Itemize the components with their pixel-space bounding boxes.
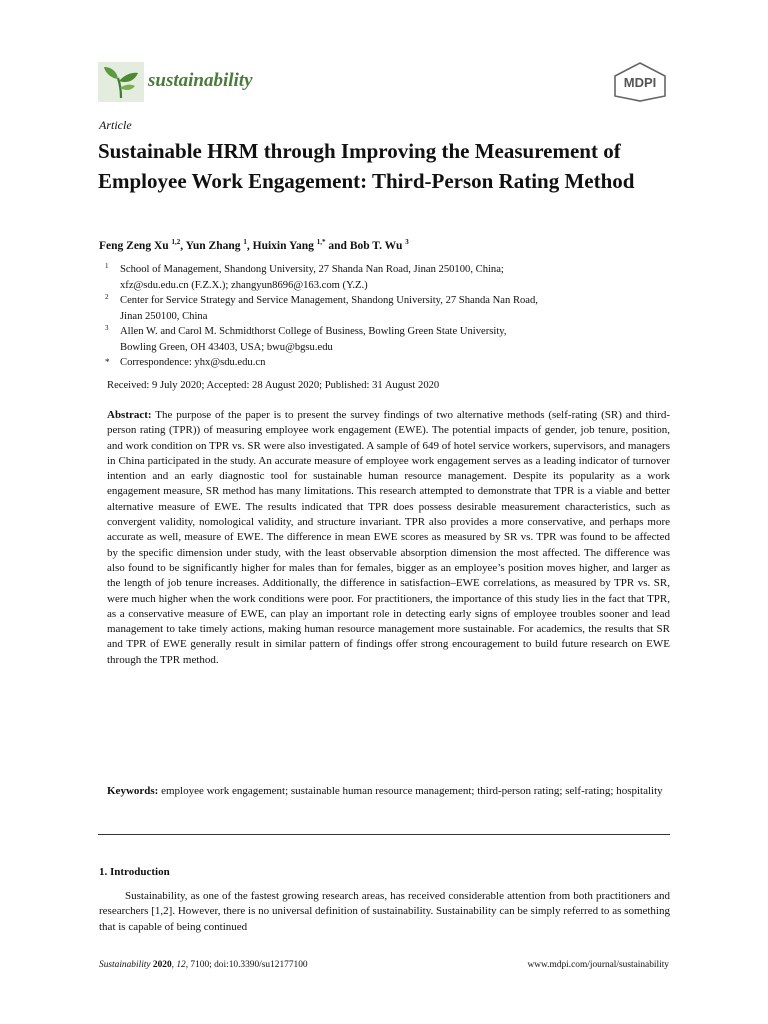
correspondence-item <box>99 355 669 371</box>
affiliation-number: 2 <box>105 293 109 301</box>
journal-name: sustainability <box>148 70 253 91</box>
affiliation-list <box>99 262 669 371</box>
affiliation-text: Bowling Green, OH 43403, USA; bwu@bgsu.edu <box>120 341 333 353</box>
abstract-text: The purpose of the paper is to present the survey findings of two alternative methods (self-rating (SR) and third-person rating (TPR)) of measuring employee work engagement (EWE). The potential impacts of gender, job tenure, position, and work condition on TPR vs. SR were also investigated. A sample of 649 of hotel service workers, supervisors, and managers in China participated in the study. An accurate measure of employee work engagement serves as a leading indicator of turnover intention and an early diagnostic tool for sustainable human resource management. Despite its popularity as a work engagement measure, SR method has many limitations. This research attempted to demonstrate that TPR is a viable and better alternative measure of EWE. The results indicated that TPR does possess desirable measurement characteristics, such as convergent validity, nomological validity, and structure invariant. TPR also provides a more conservative, and perhaps more accurate as well, measure of EWE. The difference in mean EWE scores as measured by SR vs. TPR was found to be affected by the specific dimension under study, with the least observable absorption dimension the most affected. The difference was also found to be significantly higher for males than for females, bigger as an employee’s position moves higher, and larger as the length of job tenure increases. Additionally, the difference in satisfaction–EWE correlations, as measured by TPR vs. SR, were much higher when the work conditions were poor. For practitioners, the importance of this study lies in the fact that TPR, as a conservative measure of EWE, can play an important role in detecting early signs of employee troubles sooner and lead management to take timely actions, making human resource management more sustainable. For academics, the results that SR and TPR of EWE generally result in similar pattern of findings offer strong encouragement to build future research on EWE through the TPR method. <box>107 409 670 666</box>
keywords <box>107 784 670 799</box>
affiliation-item <box>99 262 669 293</box>
abstract <box>107 408 670 668</box>
section-divider <box>98 834 670 835</box>
footer-journal-link[interactable]: www.mdpi.com/journal/sustainability <box>527 960 669 970</box>
affiliation-text: School of Management, Shandong University, 27 Shanda Nan Road, Jinan 250100, China; <box>120 264 504 275</box>
footer-journal: Sustainability <box>99 960 151 970</box>
author-affil-marker: 1 <box>243 238 247 246</box>
author-affil-marker: 3 <box>405 238 409 246</box>
abstract-label: Abstract: <box>107 409 152 421</box>
correspondence-marker: * <box>105 357 110 367</box>
article-type: Article <box>99 118 132 132</box>
author-name: Bob T. Wu <box>349 239 403 252</box>
footer-volume: 12 <box>176 960 186 970</box>
keywords-label: Keywords: <box>107 785 159 797</box>
publication-dates: Received: 9 July 2020; Accepted: 28 August 2020; Published: 31 August 2020 <box>107 380 440 391</box>
footer-doi: 7100; doi:10.3390/su12177100 <box>190 960 308 970</box>
affiliation-number: 3 <box>105 324 109 332</box>
affiliation-text: Center for Service Strategy and Service Management, Shandong University, 27 Shanda Nan Road, <box>120 295 538 306</box>
affiliation-text: Jinan 250100, China <box>120 310 208 322</box>
author-affil-marker: 1,* <box>316 238 326 246</box>
correspondence-text: Correspondence: yhx@sdu.edu.cn <box>120 357 266 368</box>
mdpi-logo-text: MDPI <box>623 75 657 90</box>
intro-paragraph: Sustainability, as one of the fastest growing research areas, has received considerable attention from both practitioners and researchers [1,2]. However, there is no universal definition of sustainability. Sustainability can be simply referred to as something that is capable of being continued <box>99 890 670 933</box>
affiliation-item <box>99 324 669 355</box>
mdpi-logo-icon <box>612 62 668 102</box>
affiliation-text: xfz@sdu.edu.cn (F.Z.X.); zhangyun8696@163.com (Y.Z.) <box>120 279 368 291</box>
paper-title: Sustainable HRM through Improving the Measurement of Employee Work Engagement: Third-Person Rating Method <box>98 139 635 193</box>
sprout-leaf-icon <box>98 62 144 102</box>
author-affil-marker: 1,2 <box>171 238 181 246</box>
affiliation-text: Allen W. and Carol M. Schmidthorst College of Business, Bowling Green State University, <box>120 326 507 337</box>
keywords-text: employee work engagement; sustainable human resource management; third-person rating; self-rating; hospitality <box>161 785 663 797</box>
author-name: Feng Zeng Xu <box>99 239 169 252</box>
footer-year: 2020 <box>152 960 172 970</box>
footer-citation: Sustainability 2020, 12, 7100; doi:10.3390/su12177100 <box>99 960 308 970</box>
affiliation-number: 1 <box>105 262 109 270</box>
author-list: Feng Zeng Xu $^{1,2}$, Yun Zhang $^1$, Huixin Yang $^{1,*}$ and Bob T. Wu $^3$ <box>99 238 409 252</box>
author-name: Yun Zhang <box>185 239 241 252</box>
section-heading: 1. Introduction <box>99 866 170 878</box>
affiliation-item <box>99 293 669 324</box>
author-name: Huixin Yang <box>252 239 314 252</box>
